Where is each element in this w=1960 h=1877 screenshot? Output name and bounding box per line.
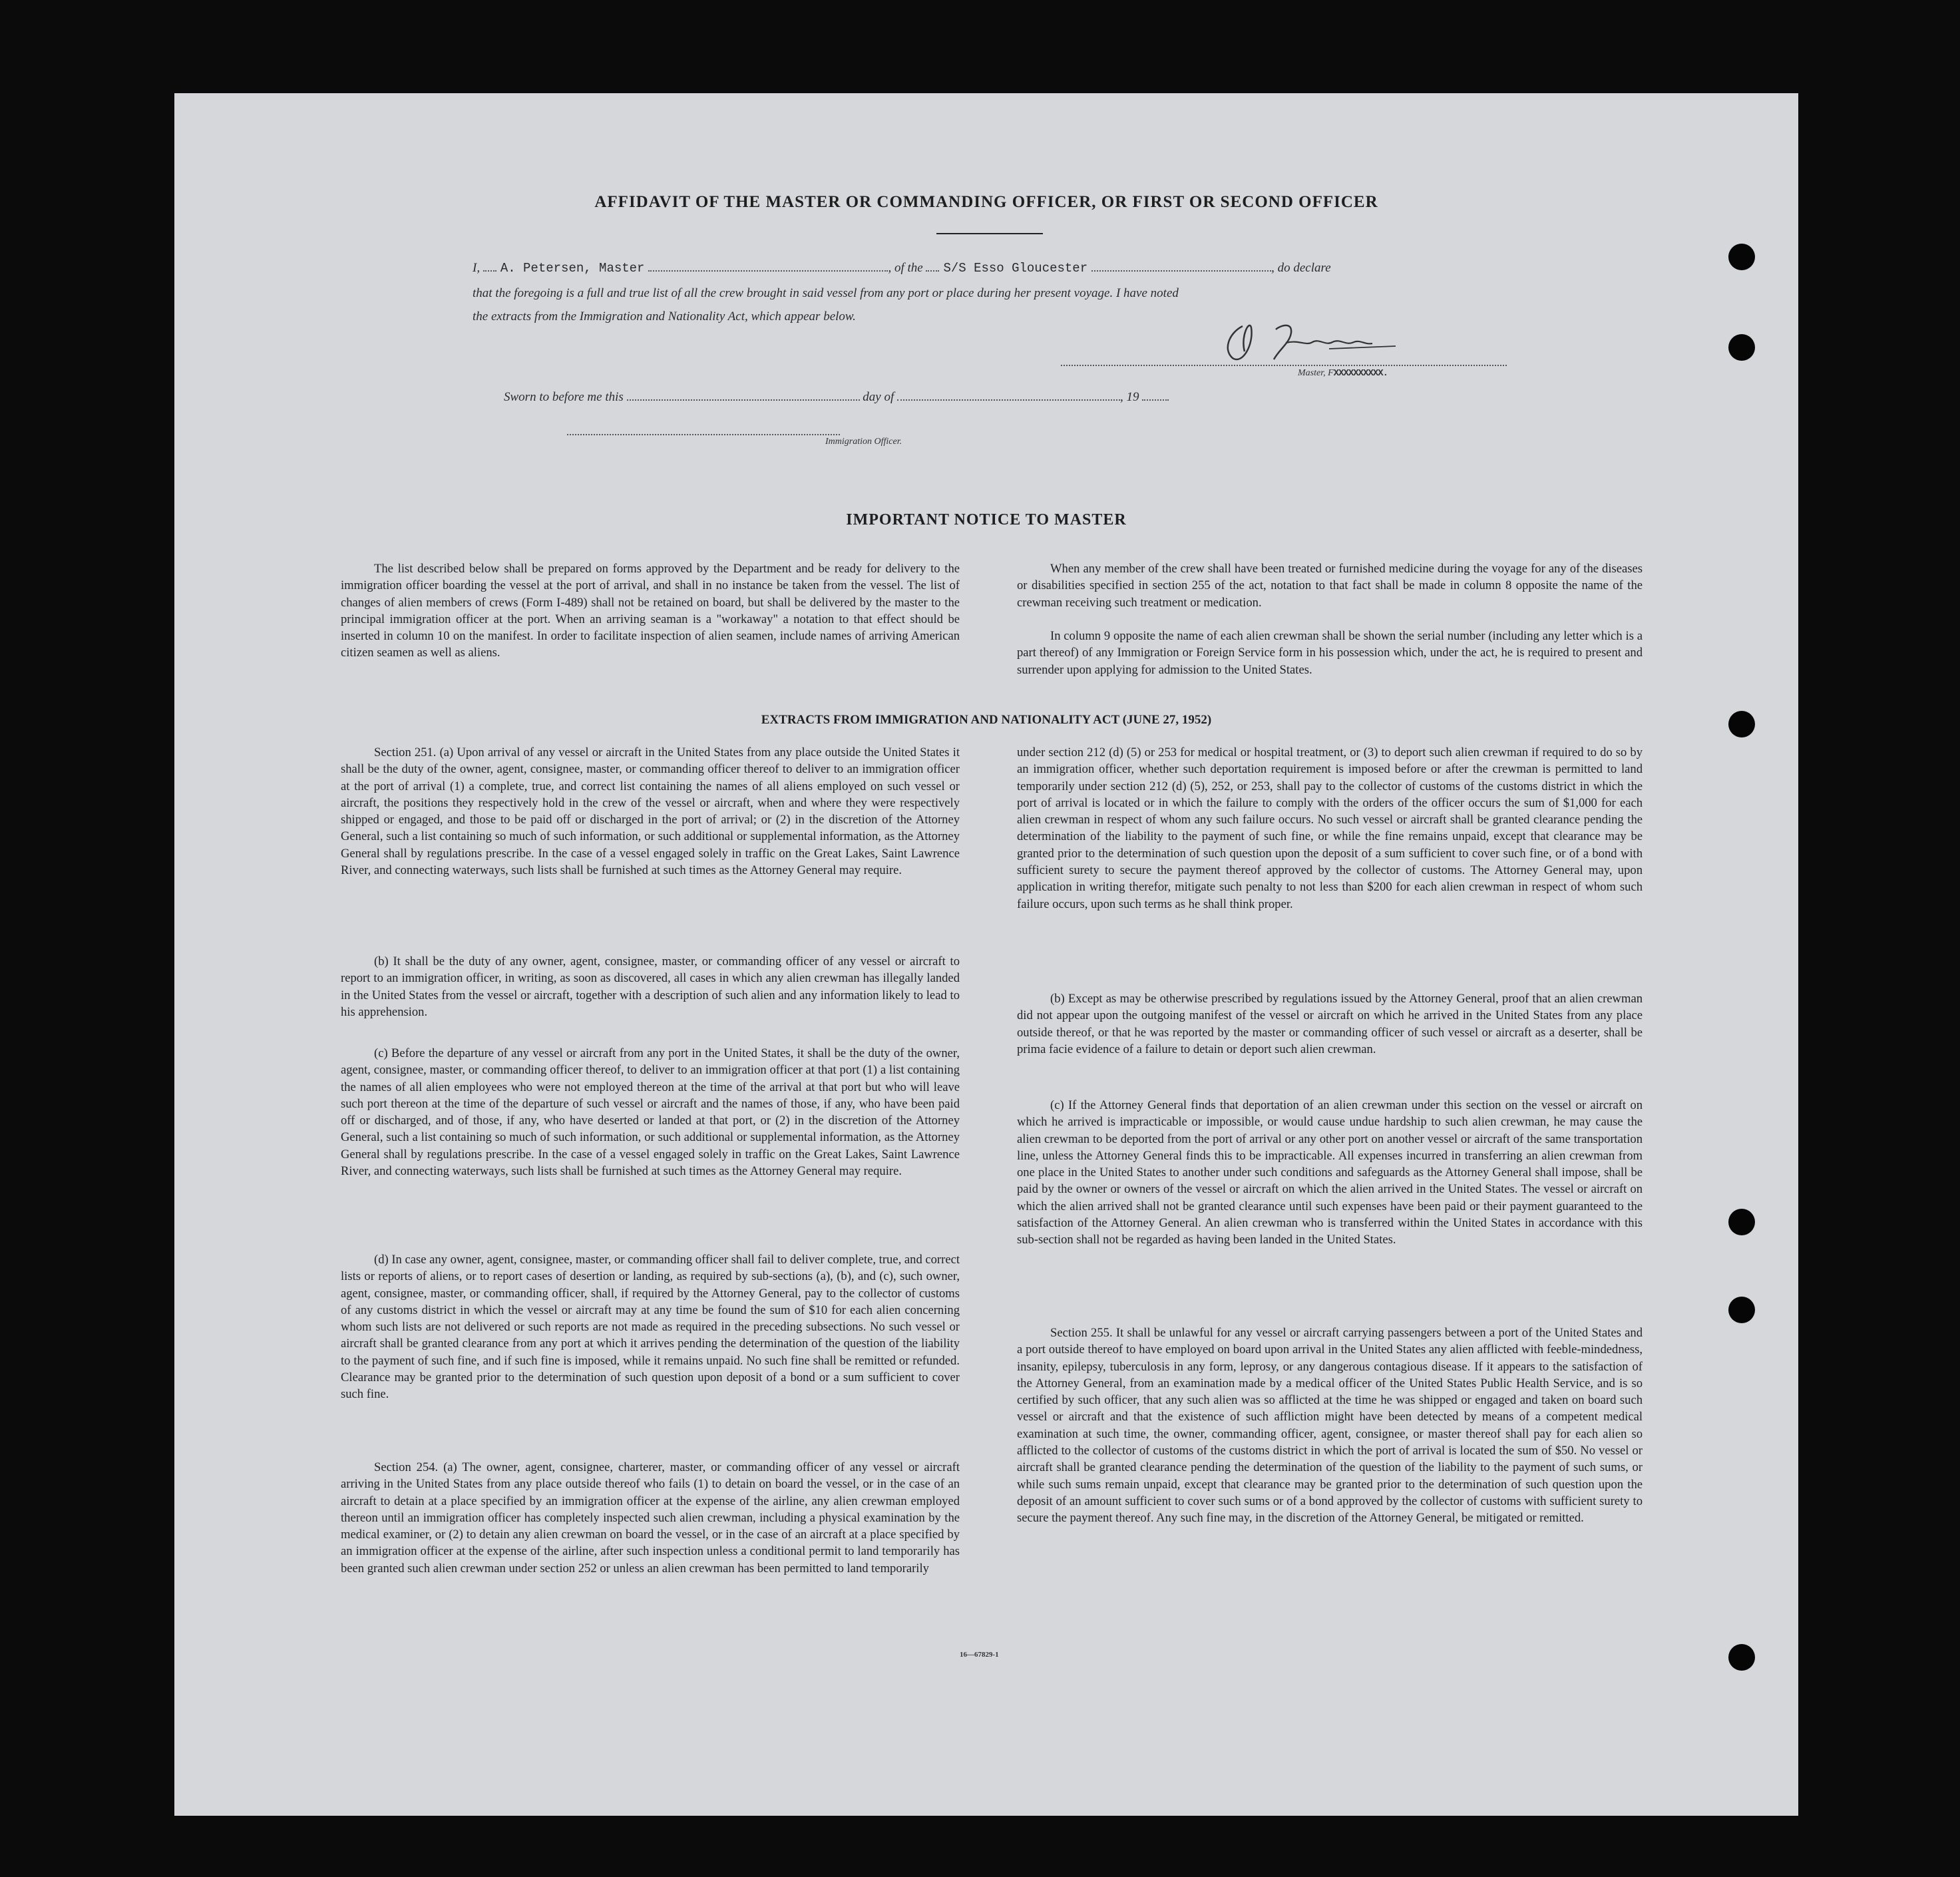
affidavit-declaration-line	[473, 261, 1331, 276]
notice-title: IMPORTANT NOTICE TO MASTER	[846, 511, 1127, 528]
form-number: 16—67829-1	[960, 1651, 999, 1659]
binder-hole	[1728, 1644, 1755, 1671]
signature-line	[1061, 365, 1507, 366]
sworn-label: Sworn to before me this	[504, 390, 624, 404]
struck-out-text: XXXXXXXXXX.	[1333, 368, 1388, 379]
i-label: I,	[473, 261, 481, 275]
section-254-a: Section 254. (a) The owner, agent, consignee, charterer, master, or commanding officer of any vessel or aircraft arriving in the United States from any place outside thereof who fails (1) to detain on board the vessel, or in the case of an aircraft to detain at a place specified by an immigration officer at the expense of the airline, any alien crewman employed thereon until an immigration officer has completely inspected such alien crewman, including a physical examination by the medical examiner, or (2) to detain any alien crewman on board the vessel, or in the case of an aircraft at a place specified by an immigration officer at the expense of the airline, after such inspection unless a conditional permit to land temporarily has been granted such alien crewman under section 252 or unless an alien crewman has been permitted to land temporarily	[341, 1460, 960, 1575]
vessel-name-field[interactable]: S/S Esso Gloucester	[943, 261, 1088, 276]
of-the-label: , of the	[888, 261, 923, 275]
binder-hole	[1728, 244, 1755, 270]
month-field[interactable]	[897, 390, 1120, 401]
master-signature	[1213, 313, 1426, 366]
section-254-b: (b) Except as may be otherwise prescribed by regulations issued by the Attorney General, proof that an alien crewman did not appear upon the outgoing manifest of the vessel or aircraft on which he arrived in the United States from any place outside thereof, or that he was reported by the master or commanding officer of such vessel or aircraft as a deserter, shall be prima facie evidence of a failure to detain or deport such alien crewman.	[1017, 992, 1643, 1056]
master-name-field[interactable]: A. Petersen, Master	[500, 261, 645, 276]
do-declare-label: , do declare	[1271, 261, 1331, 275]
sworn-date-field[interactable]	[627, 390, 860, 401]
affidavit-statement-line-1: that the foregoing is a full and true list of all the crew brought in said vessel from any port or place during her present voyage. I have noted	[473, 286, 1179, 300]
section-251-b: (b) It shall be the duty of any owner, agent, consignee, master, or commanding officer of any vessel or aircraft to report to an immigration officer, in writing, as soon as discovered, all cases in which any alien crewman has illegally landed in the United States from the vessel or aircraft, together with a description of such alien and any information likely to lead to his apprehension.	[341, 954, 960, 1019]
sworn-line	[504, 390, 1169, 405]
officer-signature-line	[567, 434, 840, 435]
section-251-c: (c) Before the departure of any vessel or aircraft from any port in the United States, it shall be the duty of the owner, agent, consignee, master, or commanding officer thereof, to deliver to an immigration officer at that port (1) a list containing the names of all alien employees who were not employed thereon at the time of the arrival at that port but who will leave such port thereon at the time of the departure of such vessel or aircraft and the names of those, if any, who have been paid off or discharged, and of those, if any, who have deserted or landed at that port, or (2) in the discretion of the Attorney General, such a list containing so much of such information, or such additional or supplemental information, as the Attorney General shall by regulations prescribe. In the case of a vessel engaged solely in traffic on the Great Lakes, Saint Lawrence River, and connecting waterways, such lists shall be furnished at such times as the Attorney General may require.	[341, 1046, 960, 1179]
section-251-d: (d) In case any owner, agent, consignee, master, or commanding officer shall fail to deliver complete, true, and correct lists or reports of aliens, or to report cases of desertion or landing, as required by sub-sections (a), (b), and (c), such owner, agent, consignee, master, or commanding officer, shall, if required by the Attorney General, pay to the collector of customs of any customs district in which the vessel or aircraft may at any time be found the sum of $10 for each alien concerning whom such lists are not delivered or such reports are not made as required in the preceding subsections. No such vessel or aircraft shall be granted clearance from any port at which it arrives pending the determination of the question of the liability to the payment of such fine, and if such fine is imposed, while it remains unpaid. No such fine shall be remitted or refunded. Clearance may be granted prior to the determination of such question upon deposit of a bond or a sum sufficient to cover such fine.	[341, 1253, 960, 1402]
section-255: Section 255. It shall be unlawful for any vessel or aircraft carrying passengers between a port of the United States and a port outside thereof to have employed on board upon arrival in the United States any alien afflicted with feeble-mindedness, insanity, epilepsy, tuberculosis in any form, leprosy, or any dangerous contagious disease. If it appears to the satisfaction of the Attorney General, from an examination made by a medical officer of the United States Public Health Service, and is so certified by such officer, that any such alien was so afflicted at the time he was shipped or engaged and taken on board such vessel or aircraft and that the existence of such affliction might have been detected by means of a competent medical examination at such time, the owner, commanding officer, agent, consignee, or master thereof shall pay for each alien so afflicted to the collector of customs of the customs district in which the port of arrival is located the sum of $50. No vessel or aircraft shall be granted clearance pending the determination of the question of the liability to the payment of such sums, or while such sums remain unpaid, except that clearance may be granted prior to the determination of such question upon the deposit of an amount sufficient to cover such sums or of a bond approved by the collector of customs with sufficient surety to secure the payment thereof. Any such fine may, in the discretion of the Attorney General, be mitigated or remitted.	[1017, 1326, 1643, 1526]
binder-hole	[1728, 1297, 1755, 1323]
notice-right-paragraph-2: In column 9 opposite the name of each alien crewman shall be shown the serial number (including any letter which is a part thereof) of any Immigration or Foreign Service form in his possession which, under the act, he is required to present and surrender upon applying for admission to the United States.	[1017, 629, 1643, 677]
affidavit-title: AFFIDAVIT OF THE MASTER OR COMMANDING OFFICER, OR FIRST OR SECOND OFFICER	[594, 193, 1378, 211]
notice-right-paragraph-1: When any member of the crew shall have been treated or furnished medicine during the voyage for any of the diseases or disabilities specified in section 255 of the act, notation to that fact shall be made in column 8 opposite the name of the crewman receiving such treatment or medication.	[1017, 562, 1643, 610]
affidavit-statement-line-2: the extracts from the Immigration and Nationality Act, which appear below.	[473, 310, 856, 323]
binder-hole	[1728, 1209, 1755, 1235]
notice-left-paragraph: The list described below shall be prepared on forms approved by the Department and be ready for delivery to the immigration officer boarding the vessel at the port of arrival, and shall in no instance be taken from the vessel. The list of changes of alien members of crews (Form I-489) shall not be retained on board, but shall be delivered by the master to the principal immigration officer at the port. When an arriving seaman is a "workaway" a notation to that effect should be inserted in column 10 on the manifest. In order to facilitate inspection of alien seamen, include names of arriving American citizen seamen as well as aliens.	[341, 562, 960, 660]
year-label: , 19	[1120, 390, 1139, 404]
signer-title: Master, FXXXXXXXXXX.	[1298, 368, 1388, 379]
document-page	[174, 93, 1798, 1816]
section-254-c: (c) If the Attorney General finds that deportation of an alien crewman under this section on the vessel or aircraft on which he arrived is impracticable or impossible, or would cause undue hardship to such alien crewman, he may cause the alien crewman to be deported from the port of arrival or any other port on another vessel or aircraft of the same transportation line, unless the Attorney General finds this to be impracticable. All expenses incurred in transferring an alien crewman from one place in the United States to another under such conditions and safeguards as the Attorney General shall impose, shall be paid by the owner or owners of the vessel or aircraft on which the alien arrived in the United States. The vessel or aircraft on which the alien arrived shall not be granted clearance until such expenses have been paid or their payment guaranteed to the satisfaction of the Attorney General. An alien crewman who is transferred within the United States in accordance with this sub-section shall not be regarded as having been landed in the United States.	[1017, 1098, 1643, 1247]
title-rule	[936, 233, 1043, 234]
immigration-officer-label: Immigration Officer.	[825, 437, 902, 447]
extracts-title: EXTRACTS FROM IMMIGRATION AND NATIONALITY ACT (JUNE 27, 1952)	[761, 713, 1212, 727]
binder-hole	[1728, 334, 1755, 361]
day-of-label: day of	[863, 390, 894, 404]
section-251-a: Section 251. (a) Upon arrival of any vessel or aircraft in the United States from any place outside the United States it shall be the duty of the owner, agent, consignee, master, or commanding officer thereof to deliver to an immigration officer at the port of arrival (1) a complete, true, and correct list containing the names of all aliens employed on such vessel or aircraft, the positions they respectively hold in the crew of the vessel or aircraft, when and where they were respectively shipped or engaged, and those to be paid off or discharged in the port of arrival; or (2) in the discretion of the Attorney General, such a list containing so much of such information, or such additional or supplemental information, as the Attorney General shall by regulations prescribe. In the case of a vessel engaged solely in traffic on the Great Lakes, Saint Lawrence River, and connecting waterways, such lists shall be furnished at such times as the Attorney General may require.	[341, 745, 960, 878]
year-field[interactable]	[1142, 390, 1169, 401]
section-254-a-continued: under section 212 (d) (5) or 253 for medical or hospital treatment, or (3) to deport such alien crewman if required to do so by an immigration officer, whether such deportation requirement is imposed before or after the crewman is permitted to land temporarily under section 212 (d) (5), 252, or 253, shall pay to the collector of customs of the customs district in which the port of arrival is located or in which the failure to comply with the orders of the officer occurs the sum of $1,000 for each alien crewman in respect of whom any such failure occurs. No such vessel or aircraft shall be granted clearance pending the determination of the liability to the payment of such fine, or while the fine remains unpaid, except that clearance may be granted prior to the determination of such question upon the deposit of a sum sufficient to cover such fine, or of a bond with sufficient surety to secure the payment thereof approved by the collector of customs. The Attorney General may, upon application in writing therefor, mitigate such penalty to not less than $200 for each alien crewman in respect of whom such failure occurs, upon such terms as he shall think proper.	[1017, 745, 1643, 911]
